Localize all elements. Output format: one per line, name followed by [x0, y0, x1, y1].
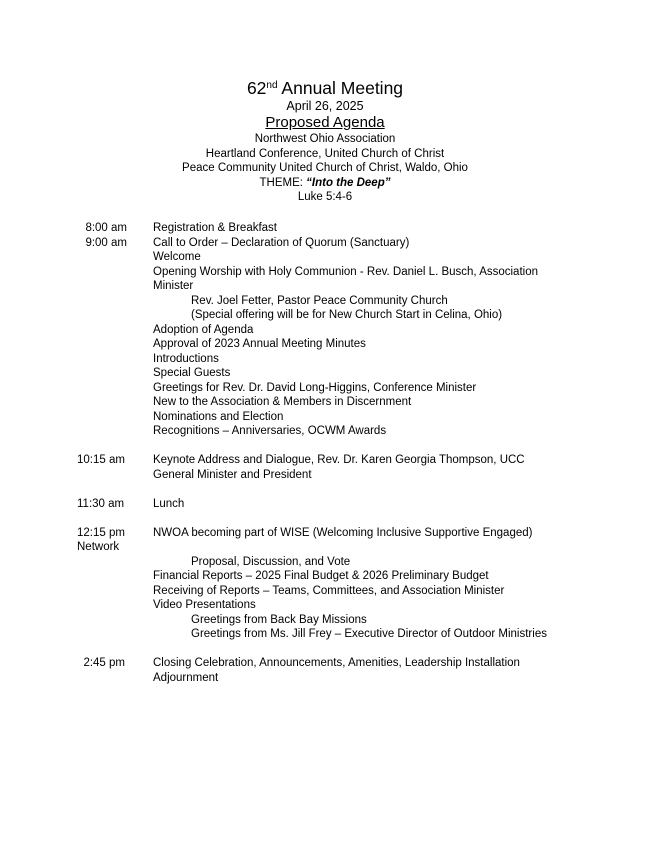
time-label: 8:00 am	[85, 222, 127, 234]
schedule-block-1130	[0, 497, 650, 512]
agenda-item: Special Guests	[153, 367, 231, 379]
agenda-item: New to the Association & Members in Discernment	[153, 396, 412, 408]
agenda-item: Lunch	[153, 497, 185, 510]
conference-name: Heartland Conference, United Church of Christ	[205, 147, 445, 160]
spacer	[0, 482, 650, 497]
title-number: 62	[246, 78, 267, 98]
association-name: Northwest Ohio Association	[254, 133, 396, 145]
theme-label: THEME:	[259, 176, 307, 189]
theme-line	[0, 176, 650, 191]
scripture-reference: Luke 5:4-6	[297, 191, 353, 203]
spacer	[0, 642, 650, 657]
schedule-block-0800	[0, 221, 650, 236]
time-label: 2:45 pm	[83, 657, 125, 669]
agenda-item: Opening Worship with Holy Communion - Rev. Daniel L. Busch, Association	[153, 265, 538, 278]
agenda-item: Adoption of Agenda	[153, 323, 254, 336]
agenda-item: Call to Order – Declaration of Quorum (Sanctuary)	[153, 236, 410, 249]
meeting-date: April 26, 2025	[286, 99, 364, 113]
agenda-item: Adjournment	[153, 671, 219, 684]
time-label: 10:15 am	[77, 454, 125, 466]
church-name: Peace Community United Church of Christ, Waldo, Ohio	[182, 162, 468, 174]
time-label: 11:30 am	[77, 497, 125, 510]
schedule-block-1445	[0, 656, 650, 685]
agenda-item: Registration & Breakfast	[153, 222, 278, 234]
title-text: Annual Meeting	[277, 78, 404, 98]
agenda-subitem: Greetings from Ms. Jill Frey – Executive Director of Outdoor Ministries	[191, 628, 547, 640]
document-header	[0, 78, 650, 205]
agenda-item: Greetings for Rev. Dr. David Long-Higgins, Conference Minister	[153, 381, 477, 394]
agenda-item: Welcome	[153, 251, 201, 263]
schedule-block-1215	[0, 526, 650, 642]
spacer	[0, 439, 650, 454]
agenda-item: Introductions	[153, 352, 219, 365]
time-label: 9:00 am	[85, 236, 127, 249]
agenda-item: Closing Celebration, Announcements, Amenities, Leadership Installation	[153, 657, 520, 669]
agenda-item: Minister	[153, 280, 194, 292]
theme-value: “Into the Deep”	[306, 176, 391, 189]
agenda-subitem: Greetings from Back Bay Missions	[191, 613, 367, 626]
meeting-title	[0, 78, 650, 98]
agenda-item: Approval of 2023 Annual Meeting Minutes	[153, 338, 366, 350]
agenda-heading: Proposed Agenda	[265, 114, 385, 131]
spacer	[0, 511, 650, 526]
agenda-item: Receiving of Reports – Teams, Committees, and Association Minister	[153, 584, 505, 597]
schedule-block-1015	[0, 453, 650, 482]
time-label: 12:15 pm	[77, 526, 125, 539]
agenda-item: Video Presentations	[153, 599, 256, 611]
agenda-item: General Minister and President	[153, 468, 312, 481]
agenda-subitem: (Special offering will be for New Church Start in Celina, Ohio)	[191, 309, 503, 321]
schedule-block-0900	[0, 236, 650, 439]
agenda-schedule	[0, 221, 650, 685]
agenda-subitem: Rev. Joel Fetter, Pastor Peace Community Church	[191, 294, 448, 307]
agenda-item-continuation: Network	[77, 541, 120, 553]
agenda-item: Financial Reports – 2025 Final Budget & 2026 Preliminary Budget	[153, 570, 489, 582]
agenda-item: NWOA becoming part of WISE (Welcoming Inclusive Supportive Engaged)	[153, 526, 533, 539]
agenda-item: Keynote Address and Dialogue, Rev. Dr. Karen Georgia Thompson, UCC	[153, 454, 525, 466]
agenda-item: Nominations and Election	[153, 410, 284, 423]
agenda-item: Recognitions – Anniversaries, OCWM Awards	[153, 425, 387, 437]
agenda-subitem: Proposal, Discussion, and Vote	[191, 555, 351, 568]
title-ordinal: nd	[266, 80, 278, 91]
